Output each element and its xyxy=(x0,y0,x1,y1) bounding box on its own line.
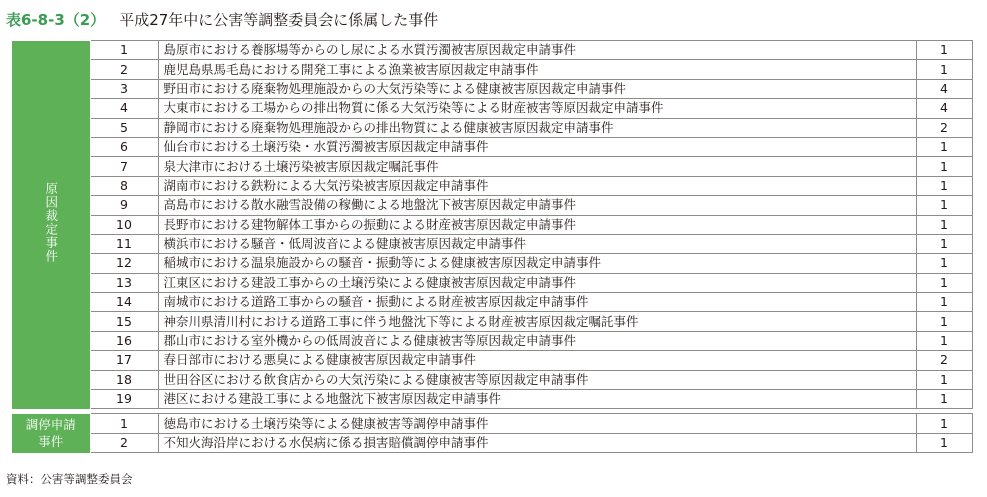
case-number: 12 xyxy=(90,254,158,273)
case-name: 南城市における道路工事からの騒音・振動による財産被害原因裁定申請事件 xyxy=(158,293,916,312)
table-number: 表6-8-3（2） xyxy=(6,10,106,29)
table-row xyxy=(12,79,972,98)
case-number: 4 xyxy=(90,99,158,118)
case-count: 1 xyxy=(916,254,972,273)
case-count: 1 xyxy=(916,176,972,195)
case-name: 野田市における廃棄物処理施設からの大気汚染等による健康被害原因裁定申請事件 xyxy=(158,79,916,98)
case-number: 17 xyxy=(90,351,158,370)
table-row xyxy=(12,414,972,433)
case-count: 1 xyxy=(916,157,972,176)
case-name: 徳島市における土壌汚染等による健康被害等調停申請事件 xyxy=(158,414,916,433)
case-count: 1 xyxy=(916,215,972,234)
case-name: 港区における建設工事による地盤沈下被害原因裁定申請事件 xyxy=(158,390,916,409)
case-count: 1 xyxy=(916,312,972,331)
table-caption: 平成27年中に公害等調整委員会に係属した事件 xyxy=(119,10,439,29)
table-row xyxy=(12,254,972,273)
case-number: 2 xyxy=(90,433,158,452)
case-name: 湖南市における鉄粉による大気汚染被害原因裁定申請事件 xyxy=(158,176,916,195)
case-number: 16 xyxy=(90,331,158,350)
table-row xyxy=(12,176,972,195)
case-name: 不知火海沿岸における水俣病に係る損害賠償調停申請事件 xyxy=(158,433,916,452)
case-number: 1 xyxy=(90,414,158,433)
case-name: 江東区における建設工事からの土壌汚染による健康被害原因裁定申請事件 xyxy=(158,273,916,292)
case-count: 1 xyxy=(916,331,972,350)
case-name: 春日部市における悪臭による健康被害原因裁定申請事件 xyxy=(158,351,916,370)
case-count: 4 xyxy=(916,79,972,98)
table-row xyxy=(12,273,972,292)
case-name: 郡山市における室外機からの低周波音による健康被害等原因裁定申請事件 xyxy=(158,331,916,350)
case-count: 1 xyxy=(916,370,972,389)
table-row xyxy=(12,196,972,215)
category-label-line1: 調停申請 xyxy=(25,417,76,433)
case-number: 7 xyxy=(90,157,158,176)
case-number: 13 xyxy=(90,273,158,292)
case-number: 9 xyxy=(90,196,158,215)
case-count: 4 xyxy=(916,99,972,118)
case-number: 19 xyxy=(90,390,158,409)
case-count: 1 xyxy=(916,433,972,452)
table-row xyxy=(12,157,972,176)
case-count: 1 xyxy=(916,293,972,312)
table-row xyxy=(12,60,972,79)
case-count: 1 xyxy=(916,273,972,292)
case-name: 高島市における散水融雪設備の稼働による地盤沈下被害原因裁定申請事件 xyxy=(158,196,916,215)
case-table xyxy=(12,40,973,453)
case-count: 1 xyxy=(916,60,972,79)
case-name: 大東市における工場からの排出物質に係る大気汚染等による財産被害等原因裁定申請事件 xyxy=(158,99,916,118)
case-name: 神奈川県清川村における道路工事に伴う地盤沈下等による財産被害原因裁定嘱託事件 xyxy=(158,312,916,331)
table-row xyxy=(12,312,972,331)
case-count: 2 xyxy=(916,351,972,370)
case-number: 5 xyxy=(90,118,158,137)
case-number: 6 xyxy=(90,137,158,156)
case-name: 島原市における養豚場等からのし尿による水質汚濁被害原因裁定申請事件 xyxy=(158,41,916,60)
table-row xyxy=(12,99,972,118)
case-number: 3 xyxy=(90,79,158,98)
case-number: 1 xyxy=(90,41,158,60)
category-cell xyxy=(12,41,90,409)
table-row xyxy=(12,41,972,60)
case-number: 11 xyxy=(90,234,158,253)
table-row xyxy=(12,118,972,137)
table-row xyxy=(12,390,972,409)
case-count: 1 xyxy=(916,390,972,409)
case-number: 10 xyxy=(90,215,158,234)
table-row xyxy=(12,331,972,350)
case-count: 2 xyxy=(916,118,972,137)
table-row xyxy=(12,351,972,370)
table-row xyxy=(12,137,972,156)
source-note: 資料：公害等調整委員会 xyxy=(6,472,133,486)
case-number: 15 xyxy=(90,312,158,331)
case-number: 8 xyxy=(90,176,158,195)
case-count: 1 xyxy=(916,41,972,60)
case-name: 鹿児島県馬毛島における開発工事による漁業被害原因裁定申請事件 xyxy=(158,60,916,79)
case-number: 18 xyxy=(90,370,158,389)
case-count: 1 xyxy=(916,414,972,433)
case-name: 静岡市における廃棄物処理施設からの排出物質による健康被害原因裁定申請事件 xyxy=(158,118,916,137)
table-row xyxy=(12,234,972,253)
category-label: 原因裁定事件 xyxy=(43,182,59,264)
case-name: 世田谷区における飲食店からの大気汚染による健康被害等原因裁定申請事件 xyxy=(158,370,916,389)
case-count: 1 xyxy=(916,196,972,215)
category-label-line2: 事件 xyxy=(38,434,64,450)
category-cell xyxy=(12,414,90,453)
table-row xyxy=(12,370,972,389)
case-count: 1 xyxy=(916,137,972,156)
table-row xyxy=(12,433,972,452)
category-label xyxy=(12,416,90,450)
table-row xyxy=(12,215,972,234)
table-title xyxy=(6,8,438,30)
case-name: 長野市における建物解体工事からの振動による財産被害原因裁定申請事件 xyxy=(158,215,916,234)
table-row xyxy=(12,293,972,312)
case-number: 2 xyxy=(90,60,158,79)
case-name: 仙台市における土壌汚染・水質汚濁被害原因裁定申請事件 xyxy=(158,137,916,156)
case-name: 横浜市における騒音・低周波音による健康被害原因裁定申請事件 xyxy=(158,234,916,253)
case-name: 稲城市における温泉施設からの騒音・振動等による健康被害原因裁定申請事件 xyxy=(158,254,916,273)
case-number: 14 xyxy=(90,293,158,312)
case-count: 1 xyxy=(916,234,972,253)
case-name: 泉大津市における土壌汚染被害原因裁定嘱託事件 xyxy=(158,157,916,176)
